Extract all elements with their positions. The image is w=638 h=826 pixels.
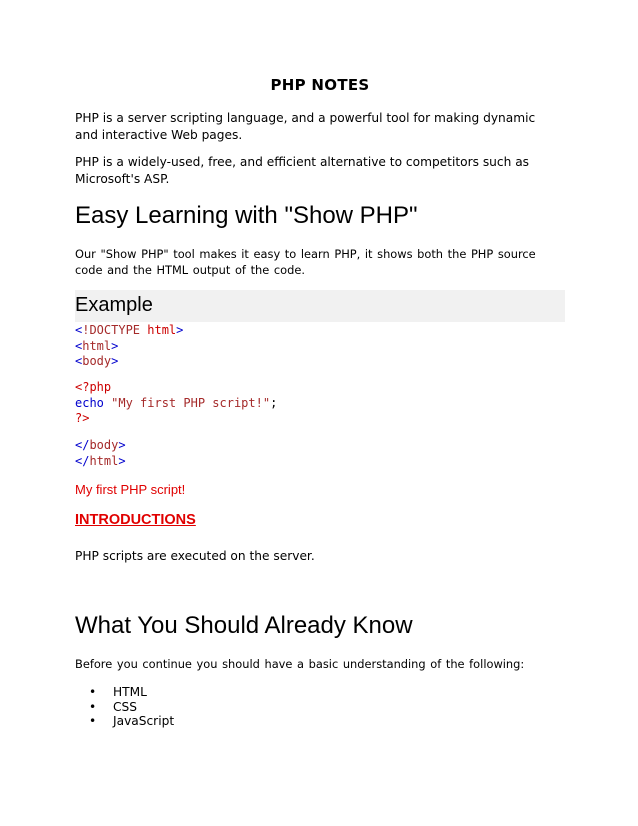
list-item bbox=[75, 714, 174, 729]
easy-learning-line-2: code and the HTML output of the code. bbox=[75, 263, 305, 277]
prerequisite-list bbox=[75, 685, 174, 729]
code-line-php-open: <?php bbox=[75, 380, 112, 394]
code-line-html-open bbox=[75, 339, 118, 355]
list-item bbox=[75, 685, 174, 700]
code-lt: < bbox=[75, 323, 83, 337]
list-item bbox=[75, 700, 174, 715]
code-line-html-close bbox=[75, 454, 126, 470]
code-html: html bbox=[82, 339, 112, 353]
list-item-label: HTML bbox=[113, 685, 147, 699]
code-line-php-close: ?> bbox=[75, 411, 90, 425]
code-lt-slash: </ bbox=[75, 438, 90, 452]
code-semicolon: ; bbox=[270, 396, 278, 410]
example-output: My first PHP script! bbox=[75, 482, 186, 497]
code-gt: > bbox=[111, 339, 119, 353]
bullet-icon: • bbox=[89, 699, 97, 714]
list-item-label: JavaScript bbox=[113, 714, 175, 728]
document-title: PHP NOTES bbox=[270, 76, 370, 94]
code-gt: > bbox=[118, 454, 126, 468]
code-body: body bbox=[89, 438, 119, 452]
example-heading: Example bbox=[75, 294, 153, 316]
code-gt: > bbox=[176, 323, 184, 337]
already-know-text: Before you continue you should have a basic understanding of the following: bbox=[75, 657, 525, 671]
code-body: body bbox=[82, 354, 112, 368]
code-lt: < bbox=[75, 354, 83, 368]
bullet-icon: • bbox=[89, 685, 97, 699]
list-item-label: CSS bbox=[113, 699, 137, 714]
code-line-doctype bbox=[75, 323, 183, 339]
code-line-body-open bbox=[75, 354, 118, 370]
code-html: html bbox=[89, 454, 119, 468]
intro-paragraph-1-line-1: PHP is a server scripting language, and a powerful tool for making dynamic bbox=[75, 111, 536, 125]
introductions-heading: INTRODUCTIONS bbox=[75, 512, 196, 528]
code-lt-slash: </ bbox=[75, 454, 90, 468]
code-lt: < bbox=[75, 339, 83, 353]
easy-learning-heading: Easy Learning with "Show PHP" bbox=[75, 202, 418, 229]
intro-paragraph-1 bbox=[75, 110, 565, 144]
already-know-heading: What You Should Already Know bbox=[75, 612, 413, 639]
code-gt: > bbox=[118, 438, 126, 452]
bullet-icon: • bbox=[89, 714, 97, 728]
easy-learning-paragraph bbox=[75, 246, 565, 278]
easy-learning-line-1: Our "Show PHP" tool makes it easy to learn PHP, it shows both the PHP source bbox=[75, 247, 536, 261]
intro-paragraph-1-line-2: and interactive Web pages. bbox=[75, 128, 243, 142]
introductions-text: PHP scripts are executed on the server. bbox=[75, 549, 315, 563]
code-echo: echo bbox=[75, 396, 104, 410]
code-string: "My first PHP script!" bbox=[103, 396, 271, 410]
intro-paragraph-2 bbox=[75, 154, 565, 188]
code-line-body-close bbox=[75, 438, 126, 454]
intro-paragraph-2-line-2: Microsoft's ASP. bbox=[75, 172, 170, 186]
code-doctype: !DOCTYPE bbox=[82, 323, 141, 337]
code-line-echo bbox=[75, 396, 277, 412]
code-gt: > bbox=[111, 354, 119, 368]
intro-paragraph-2-line-1: PHP is a widely-used, free, and efficient alternative to competitors such as bbox=[75, 155, 530, 169]
code-doctype-value: html bbox=[140, 323, 177, 337]
